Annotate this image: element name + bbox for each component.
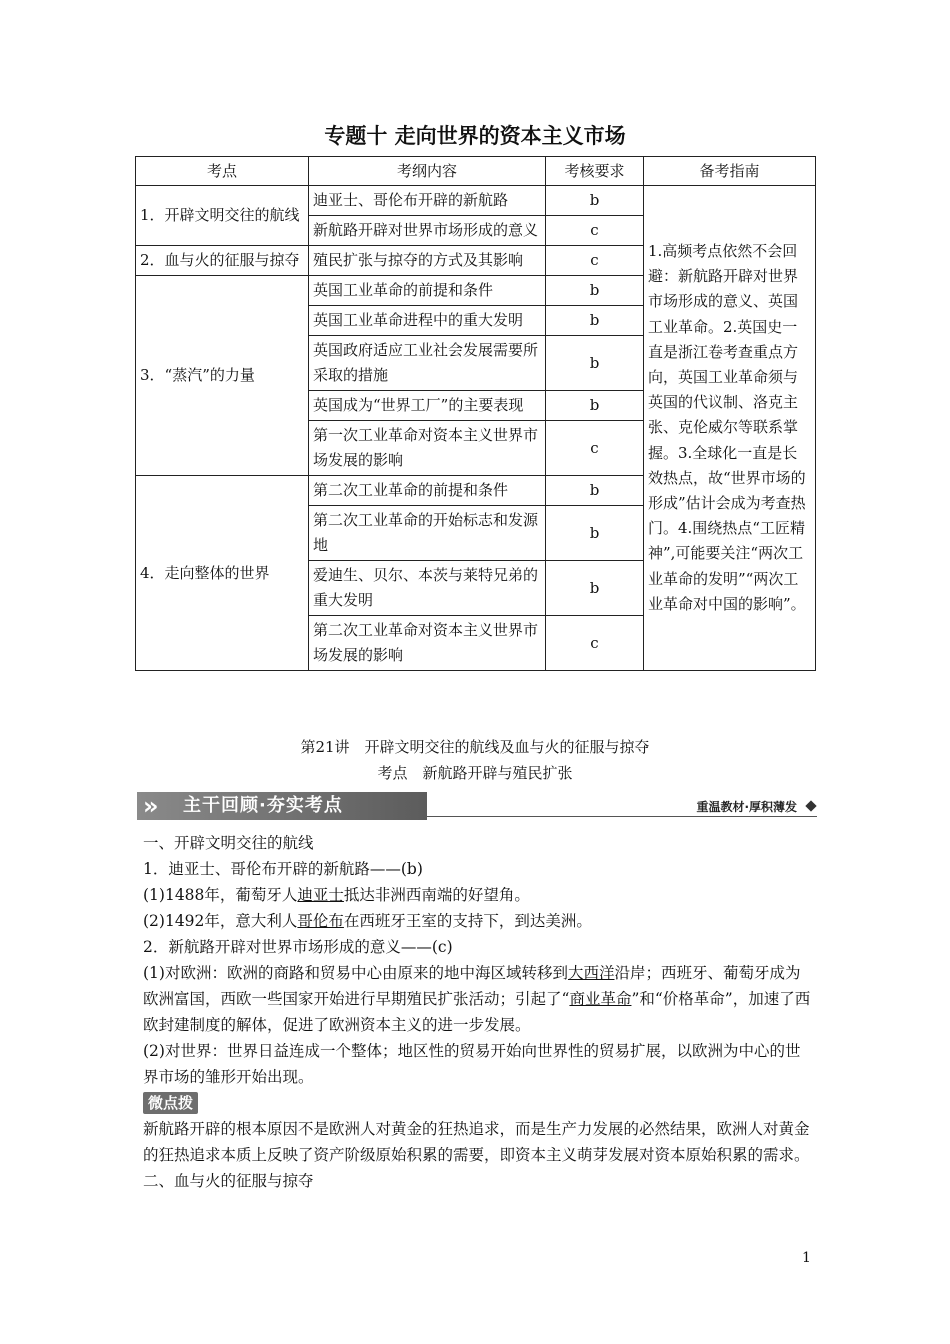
table-header-row [136,157,816,186]
content-cell: 迪亚士、哥伦布开辟的新航路 [309,186,546,216]
req-cell: c [546,421,644,476]
underlined-term: 商业革命 [569,990,632,1008]
req-cell: c [546,216,644,246]
diamond-icon [805,800,816,811]
section-heading: 二、血与火的征服与掠夺 [143,1172,314,1190]
header-guide: 备考指南 [644,157,816,186]
topic-cell: 3．“蒸汽”的力量 [136,276,309,476]
chevron-right-icon: » [143,792,159,820]
kaodian-title: 考点 新航路开辟与殖民扩张 [377,764,573,782]
subsection-heading: 1．迪亚士、哥伦布开辟的新航路——(b) [143,860,423,878]
req-cell: b [546,186,644,216]
header-content: 考纲内容 [309,157,546,186]
body-content [143,830,811,1194]
text: 在西班牙王室的支持下，到达美洲。 [343,912,592,930]
guide-cell: 1.高频考点依然不会回避：新航路开辟对世界市场形成的意义、英国工业革命。2.英国史一直是浙江卷考查重点方向，英国工业革命须与英国的代议制、洛克主张、克伦威尔等联系掌握。3.全球化一直是长效热点，故“世界市场的形成”估计会成为考查热门。4.围绕热点“工匠精神”,可能要关注“两次工业革命的发明”“两次工业革命对中国的影响”。 [644,186,816,671]
text: (2)1492年，意大利人 [143,912,298,930]
req-cell: b [546,336,644,391]
paragraph [143,908,811,934]
header-requirement: 考核要求 [546,157,644,186]
topic-cell: 1．开辟文明交往的航线 [136,186,309,246]
banner-right-text: 重温教材·厚积薄发 [696,800,797,814]
req-cell: b [546,306,644,336]
text: (1)1488年，葡萄牙人 [143,886,298,904]
content-cell: 第二次工业革命的前提和条件 [309,476,546,506]
text: 沿岸；西班牙、葡萄牙成为欧洲富国，西欧一些国家开始进行早期殖民扩张活动；引起了“ [143,964,801,1008]
content-cell: 第二次工业革命的开始标志和发源地 [309,506,546,561]
underlined-term: 哥伦布 [297,912,344,930]
underlined-term: 大西洋 [567,964,615,982]
content-cell: 第一次工业革命对资本主义世界市场发展的影响 [309,421,546,476]
topic-cell: 4．走向整体的世界 [136,476,309,671]
subsection-heading: 2．新航路开辟对世界市场形成的意义——(c) [143,938,453,956]
page-title: 专题十 走向世界的资本主义市场 [324,124,626,148]
content-cell: 英国工业革命的前提和条件 [309,276,546,306]
tip-badge: 微点拨 [143,1092,198,1114]
section-heading: 一、开辟文明交往的航线 [143,834,314,852]
content-cell: 英国成为“世界工厂”的主要表现 [309,391,546,421]
content-cell: 第二次工业革命对资本主义世界市场发展的影响 [309,616,546,671]
section-banner [137,790,817,822]
topic-cell: 2．血与火的征服与掠夺 [136,246,309,276]
table-row [136,186,816,216]
paragraph [143,960,811,1038]
content-cell: 殖民扩张与掠夺的方式及其影响 [309,246,546,276]
lecture-title: 第21讲 开辟文明交往的航线及血与火的征服与掠夺 [300,738,650,756]
exam-outline-table [135,156,816,671]
req-cell: b [546,276,644,306]
tip-paragraph: 新航路开辟的根本原因不是欧洲人对黄金的狂热追求，而是生产力发展的必然结果，欧洲人对黄金的狂热追求本质上反映了资产阶级原始积累的需要，即资本主义萌芽发展对资本原始积累的需求。 [143,1120,810,1164]
content-cell: 爱迪生、贝尔、本茨与莱特兄弟的重大发明 [309,561,546,616]
tip-row [143,1090,811,1116]
content-cell: 英国工业革命进程中的重大发明 [309,306,546,336]
banner-divider [427,816,817,817]
req-cell: b [546,391,644,421]
content-cell: 新航路开辟对世界市场形成的意义 [309,216,546,246]
content-cell: 英国政府适应工业社会发展需要所采取的措施 [309,336,546,391]
text: ”和“价格革命”，加速了西欧封建制度的解体，促进了欧洲资本主义的进一步发展。 [143,990,811,1034]
banner-left-text: 主干回顾·夯实考点 [183,795,343,816]
text: (1)对欧洲：欧洲的商路和贸易中心由原来的地中海区域转移到 [143,964,568,982]
req-cell: b [546,561,644,616]
req-cell: b [546,506,644,561]
underlined-term: 迪亚士 [297,886,344,904]
req-cell: c [546,246,644,276]
req-cell: c [546,616,644,671]
text: 抵达非洲西南端的好望角。 [343,886,530,904]
paragraph: (2)对世界：世界日益连成一个整体；地区性的贸易开始向世界性的贸易扩展，以欧洲为中心的世界市场的雏形开始出现。 [143,1042,801,1086]
page-number: 1 [802,1250,811,1266]
paragraph [143,882,811,908]
req-cell: b [546,476,644,506]
header-topic: 考点 [136,157,309,186]
